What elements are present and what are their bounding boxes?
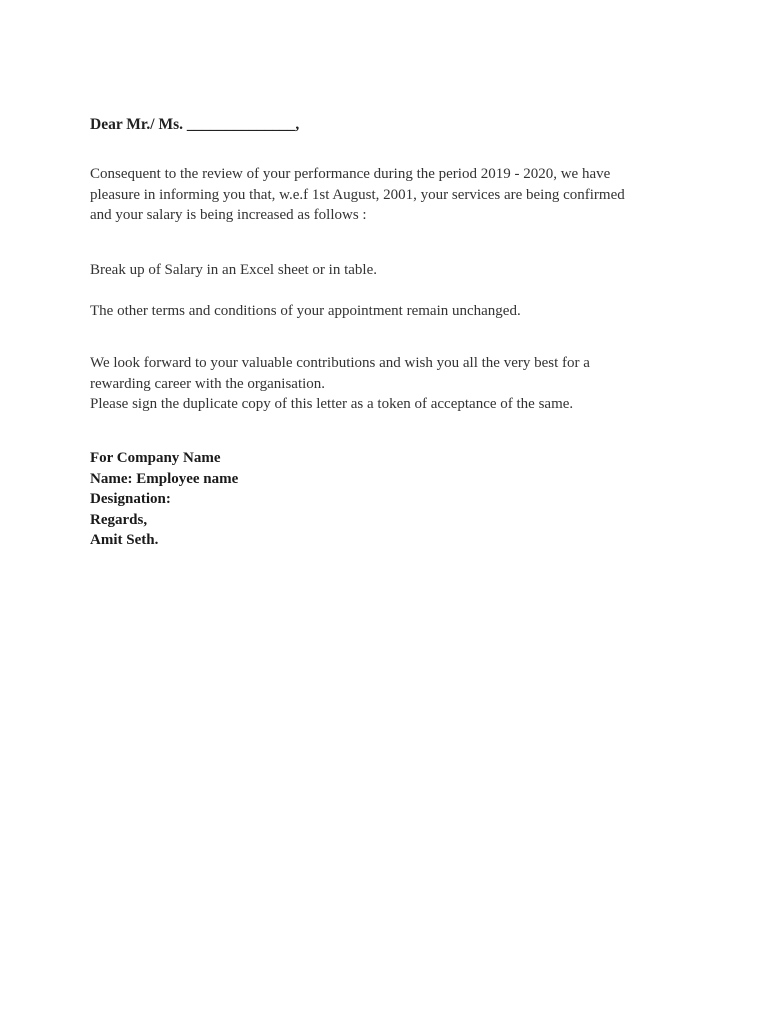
paragraph-closing <box>90 353 730 415</box>
paragraph-line: We look forward to your valuable contributions and wish you all the very best for a <box>90 355 590 371</box>
paragraph-salary-breakup <box>90 260 730 281</box>
salutation: Dear Mr./ Ms. ______________, <box>90 116 300 133</box>
paragraph-line: Please sign the duplicate copy of this letter as a token of acceptance of the same. <box>90 396 574 412</box>
paragraph-terms-unchanged <box>90 301 730 322</box>
signature-regards: Regards, <box>90 511 148 528</box>
paragraph-line: rewarding career with the organisation. <box>90 375 326 392</box>
signature-company: For Company Name <box>90 450 221 466</box>
paragraph-line: The other terms and conditions of your appointment remain unchanged. <box>90 303 521 319</box>
paragraph-performance-review <box>90 164 730 226</box>
paragraph-line: Break up of Salary in an Excel sheet or in table. <box>90 262 377 278</box>
signature-designation: Designation: <box>90 491 171 507</box>
paragraph-line: Consequent to the review of your performance during the period 2019 - 2020, we have <box>90 166 611 182</box>
paragraph-line: pleasure in informing you that, w.e.f 1st August, 2001, your services are being confirmed <box>90 186 625 203</box>
paragraph-line: and your salary is being increased as follows : <box>90 207 367 223</box>
signature-block <box>90 448 238 551</box>
signature-signer-name: Amit Seth. <box>90 532 159 548</box>
signature-employee-name: Name: Employee name <box>90 470 239 487</box>
